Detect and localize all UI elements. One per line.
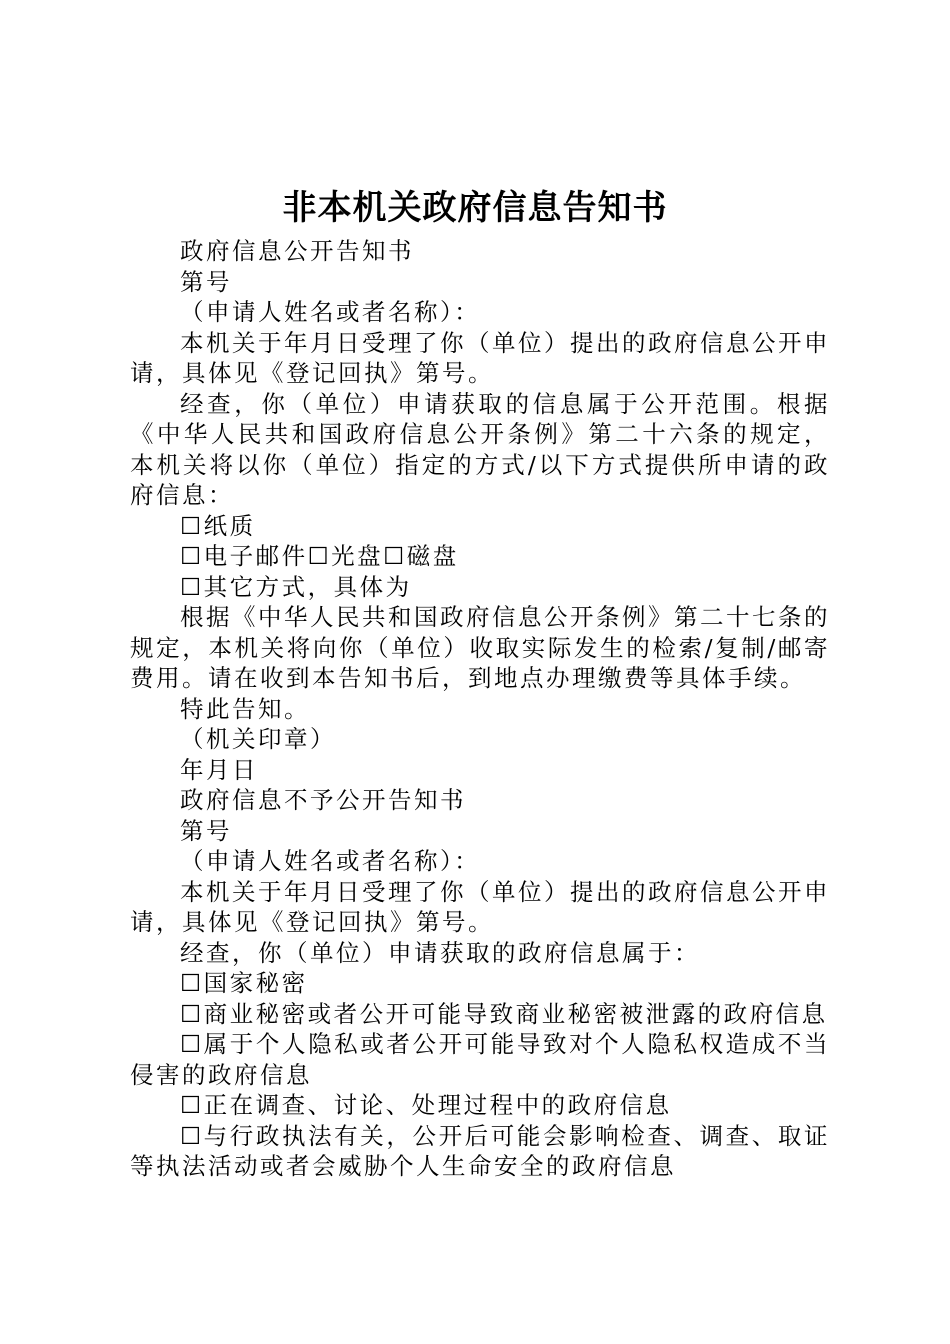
notice1-heading: 政府信息公开告知书	[180, 237, 414, 265]
notice2-paragraph-review: 经查，你（单位）申请获取的政府信息属于：	[180, 938, 700, 967]
notice1-option-other: ☐其它方式，具体为	[180, 572, 412, 601]
document-body	[130, 236, 830, 1182]
notice2-option-business-secret: ☐商业秘密或者公开可能导致商业秘密被泄露的政府信息	[180, 999, 828, 1028]
notice1-closing: 特此告知。	[180, 694, 310, 723]
notice1-paragraph-fees: 根据《中华人民共和国政府信息公开条例》第二十七条的规定，本机关将向你（单位）收取实际发生的检索/复制/邮寄费用。请在收到本告知书后，到地点办理缴费等具体手续。	[130, 603, 830, 692]
notice1-option-electronic: ☐电子邮件☐光盘☐磁盘	[180, 542, 459, 570]
notice2-option-privacy: ☐属于个人隐私或者公开可能导致对个人隐私权造成不当侵害的政府信息	[130, 1030, 830, 1089]
notice2-applicant: （申请人姓名或者名称）：	[180, 847, 481, 875]
notice2-heading: 政府信息不予公开告知书	[180, 786, 466, 814]
notice2-option-state-secret: ☐国家秘密	[180, 969, 308, 997]
notice2-option-law-enforcement: ☐与行政执法有关，公开后可能会影响检查、调查、取证等执法活动或者会威胁个人生命安全的政府信息	[130, 1121, 830, 1180]
notice1-paragraph-acceptance: 本机关于年月日受理了你（单位）提出的政府信息公开申请，具体见《登记回执》第号。	[130, 328, 830, 387]
notice2-number: 第号	[180, 816, 232, 845]
notice1-option-paper: ☐纸质	[180, 511, 256, 540]
notice2-paragraph-acceptance: 本机关于年月日受理了你（单位）提出的政府信息公开申请，具体见《登记回执》第号。	[130, 877, 830, 936]
notice1-number: 第号	[180, 267, 232, 296]
notice1-seal: （机关印章）	[180, 725, 336, 753]
notice1-paragraph-review: 经查，你（单位）申请获取的信息属于公开范围。根据《中华人民共和国政府信息公开条例》第二十六条的规定，本机关将以你（单位）指定的方式/以下方式提供所申请的政府信息：	[130, 389, 830, 509]
notice1-date: 年月日	[180, 755, 258, 784]
document-title: 非本机关政府信息告知书	[282, 188, 668, 228]
notice1-applicant: （申请人姓名或者名称）：	[180, 298, 481, 326]
notice2-option-investigation: ☐正在调查、讨论、处理过程中的政府信息	[180, 1091, 672, 1119]
